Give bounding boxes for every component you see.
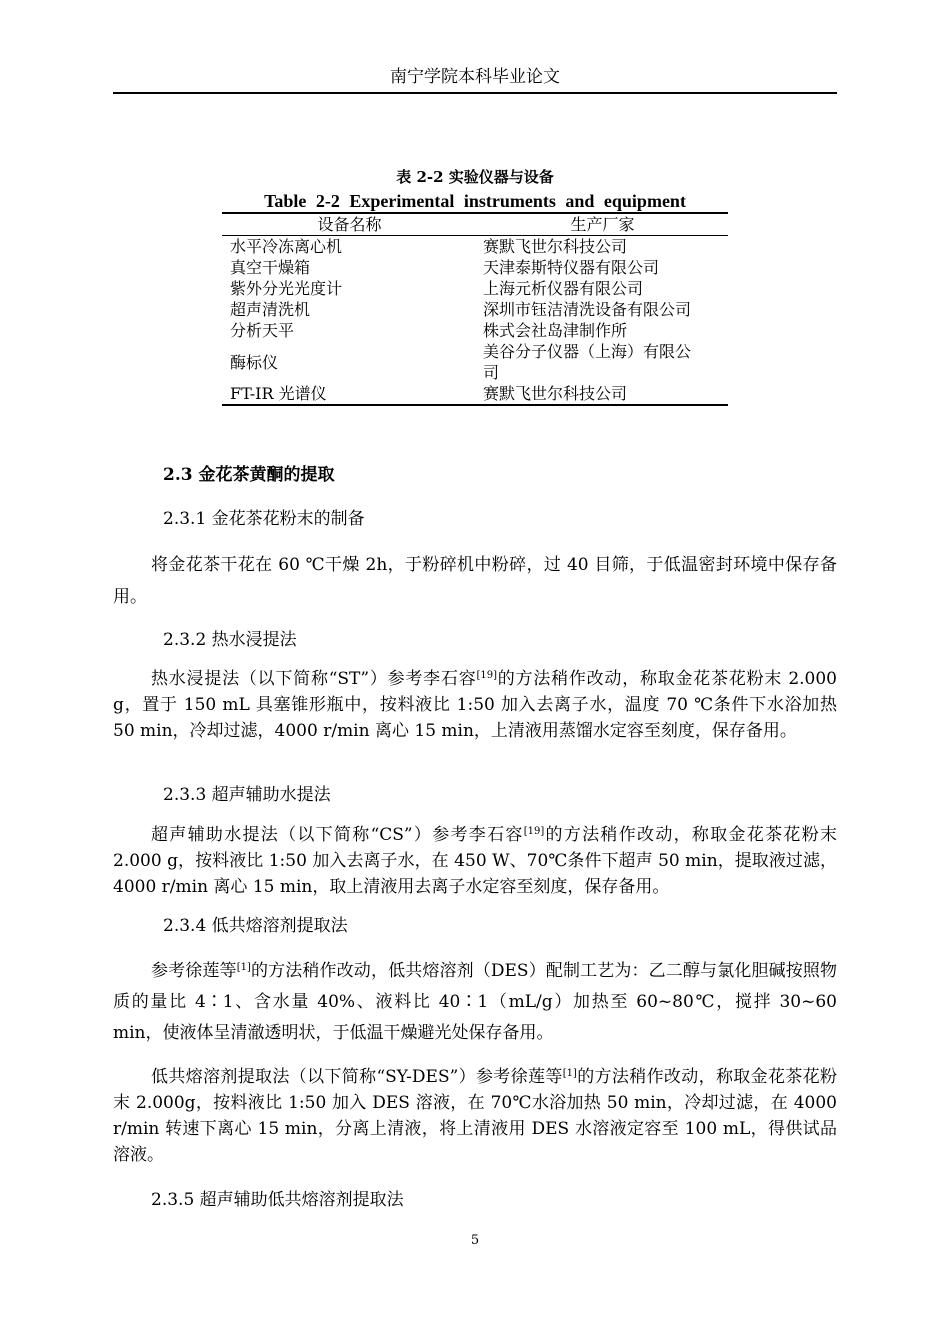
table-row <box>222 383 728 405</box>
instrument-name: 水平冷冻离心机 <box>230 237 343 256</box>
instrument-name: 紫外分光光度计 <box>230 279 343 298</box>
manufacturer: 赛默飞世尔科技公司 <box>483 237 628 256</box>
paragraph-2-3-2 <box>113 666 837 744</box>
table-header-row <box>222 213 728 236</box>
paragraph-text: 参考徐莲等 <box>151 961 237 981</box>
paragraph-text: 的方法稍作改动，称取金花茶花粉末 2.000g，按料液比 1:50 加入 DES 溶液，在 70℃水浴加热 50 min，冷却过滤，在 4000 r/min 转速下离心 15 min，分离上清液，将上清液用 DES 水溶液定容至 100 mL，得供试品溶液。 <box>113 1067 838 1165</box>
citation: [1] <box>236 962 251 973</box>
citation: [19] <box>523 826 545 837</box>
manufacturer: 天津泰斯特仪器有限公司 <box>483 258 660 277</box>
manufacturer-line: 美谷分子仪器（上海）有限公 <box>483 342 692 361</box>
instrument-name: 分析天平 <box>230 321 295 340</box>
paragraph-2-3-1: 将金花茶干花在 60 ℃干燥 2h，于粉碎机中粉碎，过 40 目筛，于低温密封环境中保存备用。 <box>113 555 837 607</box>
instrument-name: 真空干燥箱 <box>230 258 311 277</box>
instrument-name: 超声清洗机 <box>230 300 311 319</box>
citation: [19] <box>476 670 498 681</box>
instrument-name: 酶标仪 <box>230 352 279 372</box>
subsection-heading-2-3-3: 2.3.3 超声辅助水提法 <box>163 785 331 805</box>
subsection-heading-2-3-2: 2.3.2 热水浸提法 <box>163 630 297 650</box>
paragraph-text: 的方法稍作改动，称取金花茶花粉末 2.000 g，置于 150 mL 具塞锥形瓶中，按料液比 1:50 加入去离子水，温度 70 ℃条件下水浴加热 50 min，冷却过滤，4000 r/min 离心 15 min，上清液用蒸馏水定容至刻度，保存备用。 <box>113 669 837 741</box>
column-header-manufacturer: 生产厂家 <box>570 214 635 234</box>
paragraph-text: 低共熔溶剂提取法（以下简称“SY-DES”）参考徐莲等 <box>151 1067 563 1087</box>
table-row <box>222 236 728 258</box>
manufacturer <box>477 341 728 383</box>
table-row <box>222 299 728 320</box>
paragraph-text: 超声辅助水提法（以下简称“CS”）参考李石容 <box>151 825 524 845</box>
paragraph-2-3-4-a <box>113 956 837 1049</box>
paragraph-2-3-3 <box>113 822 837 900</box>
table-caption-en: Table 2-2 Experimental instruments and equipment <box>264 191 686 211</box>
running-header: 南宁学院本科毕业论文 <box>113 62 837 94</box>
page-number: 5 <box>470 1233 480 1248</box>
instruments-table <box>222 212 728 406</box>
manufacturer: 深圳市钰洁清洗设备有限公司 <box>483 300 692 319</box>
paragraph-text: 热水浸提法（以下简称“ST”）参考李石容 <box>151 669 477 689</box>
manufacturer: 赛默飞世尔科技公司 <box>483 384 628 403</box>
section-heading-2-3: 2.3 金花茶黄酮的提取 <box>163 465 335 485</box>
table-row <box>222 257 728 278</box>
column-header-name: 设备名称 <box>317 214 382 234</box>
table-row <box>222 341 728 383</box>
manufacturer: 株式会社岛津制作所 <box>483 321 628 340</box>
citation: [1] <box>562 1068 577 1079</box>
subsection-heading-2-3-5: 2.3.5 超声辅助低共熔溶剂提取法 <box>151 1190 404 1210</box>
paragraph-2-3-4-b <box>113 1064 837 1168</box>
paragraph-text: 的方法稍作改动，称取金花茶花粉末 2.000 g，按料液比 1:50 加入去离子水，在 450 W、70℃条件下超声 50 min，提取液过滤，4000 r/min 离心 15 min，取上清液用去离子水定容至刻度，保存备用。 <box>113 825 837 897</box>
paragraph-text: 的方法稍作改动，低共熔溶剂（DES）配制工艺为：乙二醇与氯化胆碱按照物质的量比 4∶1、含水量 40%、液料比 40∶1（mL/g）加热至 60~80℃，搅拌 30~60 min，使液体呈清澈透明状，于低温干燥避光处保存备用。 <box>113 961 838 1043</box>
subsection-heading-2-3-4: 2.3.4 低共熔溶剂提取法 <box>163 916 348 936</box>
table-row <box>222 320 728 341</box>
manufacturer: 上海元析仪器有限公司 <box>483 279 644 298</box>
subsection-heading-2-3-1: 2.3.1 金花茶花粉末的制备 <box>163 509 365 529</box>
table-row <box>222 278 728 299</box>
instrument-name: FT-IR 光谱仪 <box>230 384 327 403</box>
table-caption-cn: 表 2-2 实验仪器与设备 <box>396 168 554 186</box>
manufacturer-line: 司 <box>483 363 500 382</box>
